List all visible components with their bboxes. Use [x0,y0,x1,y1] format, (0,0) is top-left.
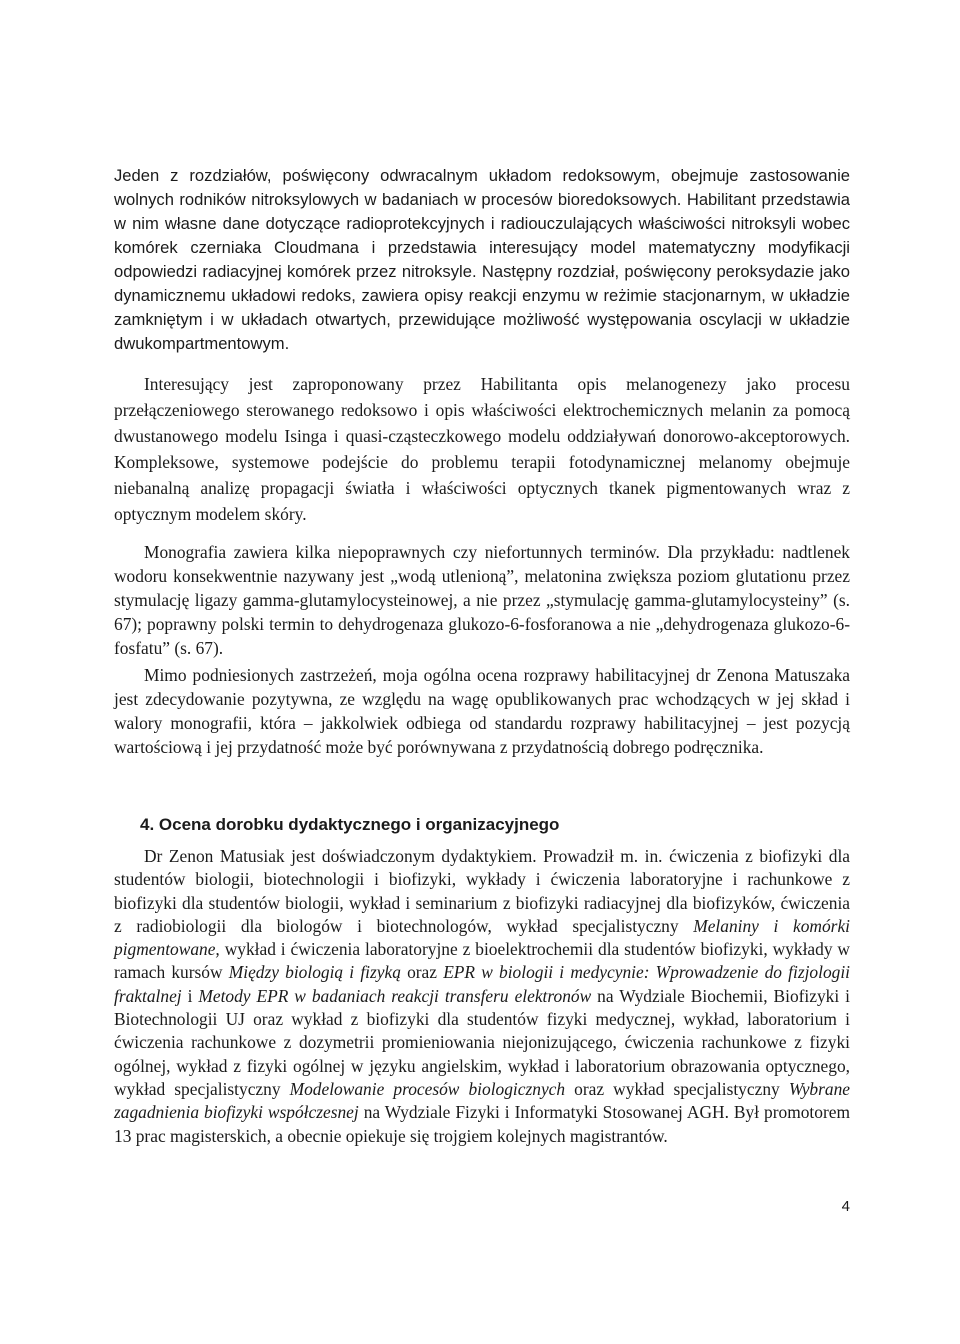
course-title: Między biologią i fizyką [228,962,401,983]
paragraph-melanogenesis: Interesujący jest zaproponowany przez Habilitanta opis melanogenezy jako procesu przełączeniowego sterowanego redoksowo i opis właściwości elektrochemicznych melanin za pomocą dwustanowego modelu Isinga i quasi-cząsteczkowego modelu oddziaływań donorowo-akceptorowych. Kompleksowe, systemowe podejście do problemu terapii fotodynamicznej melanomy obejmuje niebanalną analizę propagacji światła i właściwości optycznych tkanek pigmentowanych wraz z optycznym modelem skóry. [114,374,850,524]
text-run: Dr Zenon Matusiak jest doświadczonym dydaktykiem. Prowadził m. in. ćwiczenia z biofizyki dla studentów biologii, biotechnologii i biofizyki, wykłady i ćwiczenia laboratoryjne i rachunkowe z biofizyki dla studentów biologii, wykład i seminarium z biofizyki radiacyjnej dla biofizyków, ćwiczenia z radiobiologii dla biologów i biotechnologów, wykład specjalistyczny [114,846,850,936]
section-heading: 4. Ocena dorobku dydaktycznego i organizacyjnego [140,815,560,834]
paragraph-terminology: Monografia zawiera kilka niepoprawnych czy niefortunnych terminów. Dla przykładu: nadtlenek wodoru konsekwentnie nazywany jest „wodą utlenioną”, melatonina zwiększa poziom glutationu przez stymulację ligazy gamma-glutamylocysteinowej, a nie przez „stymulację gamma-glutamylocysteiny” (s. 67); poprawny polski termin to dehydrogenaza glukozo-6-fosforanowa a nie „dehydrogenaza glukozo-6-fosfatu” (s. 67). [114,542,850,658]
paragraph-teaching [114,845,850,1148]
text-run: oraz [400,962,444,983]
paragraph-nitroxyl-chapter: Jeden z rozdziałów, poświęcony odwracalnym układom redoksowym, obejmuje zastosowanie wolnych rodników nitroksylowych w badaniach w procesów bioredoksowych. Habilitant przedstawia w nim własne dane dotyczące radioprotekcyjnych i radiouczulających właściwości nitroksyli wobec komórek czerniaka Cloudmana i przedstawia interesujący model matematyczny modyfikacji odpowiedzi radiacyjnej komórek przez nitroksyle. Następny rozdział, poświęcony peroksydazie jako dynamicznemu układowi redoks, zawiera opisy reakcji enzymu w reżimie stacjonarnym, w układzie zamkniętym i w układach otwartych, przewidujące możliwość występowania oscylacji w układzie dwukompartmentowym. [114,166,850,353]
text-run: oraz wykład specjalistyczny [565,1078,789,1099]
text-run: na Wydziale Biochemii, Biofizyki i Biotechnologii UJ oraz wykład z biofizyki dla studentów fizyki medycznej, wykład, laboratorium i ćwiczenia rachunkowe z dozymetrii promieniowania niejonizującego, ćwiczenia rachunkowe z fizyki ogólnej, wykład z fizyki ogólnej w języku angielskim, wykład i laboratorium obrazowania optycznego, wykład specjalistyczny [114,985,850,1099]
text-run: i [181,985,199,1006]
paragraph-overall-evaluation: Mimo podniesionych zastrzeżeń, moja ogólna ocena rozprawy habilitacyjnej dr Zenona Matuszaka jest zdecydowanie pozytywna, ze względu na wagę opublikowanych prac wchodzących w jej skład i walory monografii, która – jakkolwiek odbiega od standardu rozprawy habilitacyjnej – jest pozycją wartościową i jej przydatność może być porównywana z przydatnością dobrego podręcznika. [114,665,850,757]
text-run: wykład i ćwiczenia laboratoryjne z bioelektrochemii dla studentów biofizyki, wykłady w ramach kursów [114,939,850,983]
course-title: Wybrane zagadnienia biofizyki współczesnej [114,1078,850,1123]
page-number: 4 [841,1198,850,1215]
text-run: na Wydziale Fizyki i Informatyki Stosowanej AGH. Był promotorem 13 prac magisterskich, a obecnie opiekuje się trojgiem kolejnych magistrantów. [114,1102,850,1146]
course-title: Melaniny i komórki pigmentowane, [114,915,851,960]
course-title: Modelowanie procesów biologicznych [289,1078,566,1099]
course-title: Metody EPR w badaniach reakcji transferu elektronów [198,985,592,1006]
course-title: EPR w biologii i medycynie: Wprowadzenie do fizjologii fraktalnej [114,962,850,1006]
